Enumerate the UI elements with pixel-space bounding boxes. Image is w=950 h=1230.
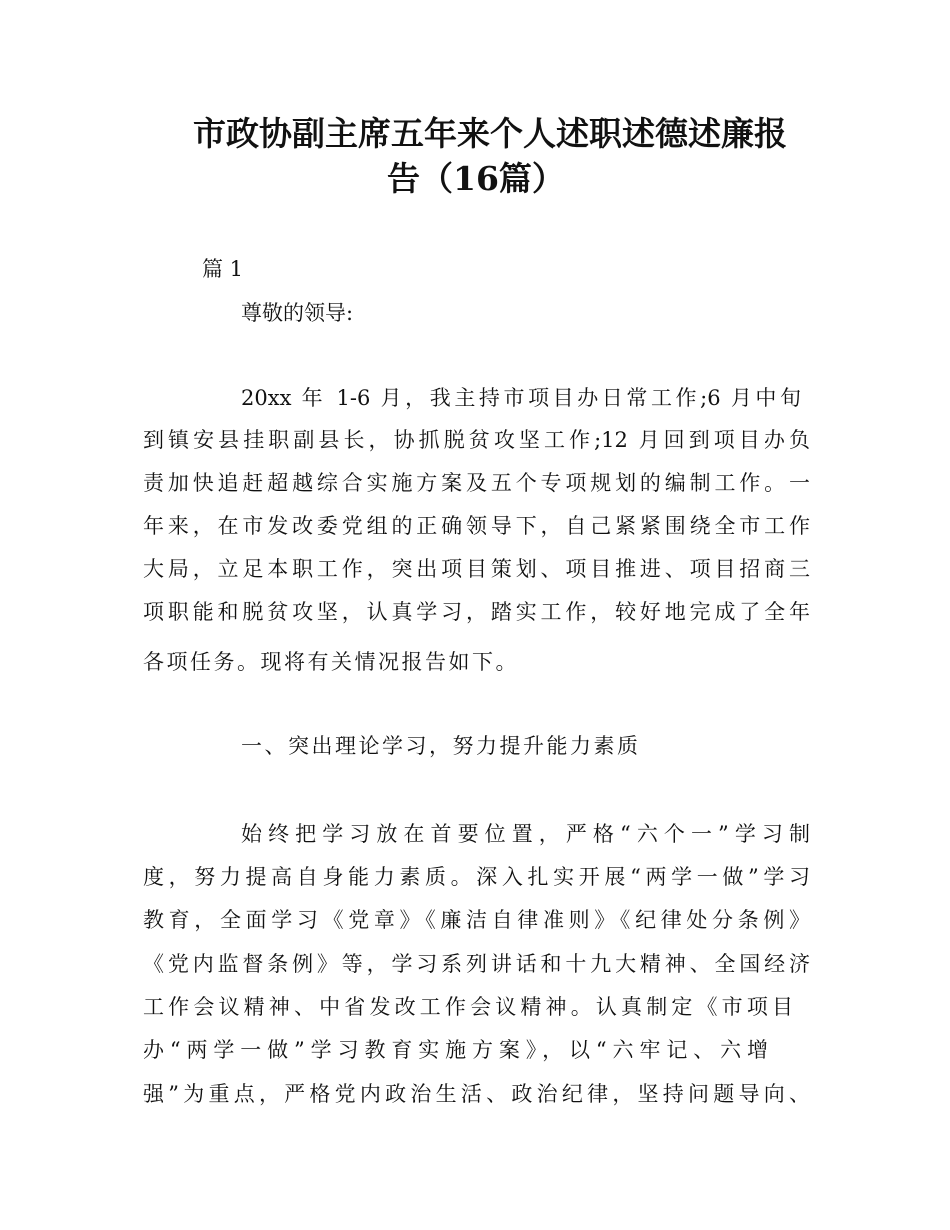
paragraph-line: 教育，全面学习《党章》《廉洁自律准则》《纪律处分条例》 [143, 908, 810, 932]
paragraph-line: 始终把学习放在首要位置，严格“六个一”学习制 [241, 822, 810, 846]
paragraph-line: 各项任务。现将有关情况报告如下。 [143, 650, 519, 674]
salutation: 尊敬的领导: [241, 301, 354, 325]
paragraph-line: 大局，立足本职工作，突出项目策划、项目推进、项目招商三 [143, 557, 810, 581]
paragraph-line: 办“两学一做”学习教育实施方案》，以“六牢记、六增 [143, 1038, 768, 1062]
paragraph-line: 年来，在市发改委党组的正确领导下，自己紧紧围绕全市工作 [143, 514, 810, 538]
paragraph-line: 到镇安县挂职副县长，协抓脱贫攻坚工作;12 月回到项目办负 [143, 428, 810, 452]
paragraph-line: 度，努力提高自身能力素质。深入扎实开展“两学一做”学习 [143, 865, 810, 889]
paragraph-line: 强”为重点，严格党内政治生活、政治纪律，坚持问题导向、 [143, 1082, 810, 1106]
paragraph-line: 责加快追赶超越综合实施方案及五个专项规划的编制工作。一 [143, 471, 810, 495]
section-heading: 一、突出理论学习，努力提升能力素质 [241, 734, 641, 758]
title-line-1: 市政协副主席五年来个人述职述德述廉报 [193, 114, 787, 153]
section-label: 篇 1 [202, 257, 244, 281]
paragraph-line: 20xx 年 1-6 月，我主持市项目办日常工作;6 月中旬 [241, 386, 801, 410]
title-line-2: 告（16篇） [387, 159, 565, 198]
paragraph-line: 工作会议精神、中省发改工作会议精神。认真制定《市项目 [143, 995, 793, 1019]
paragraph-line: 项职能和脱贫攻坚，认真学习，踏实工作，较好地完成了全年 [143, 600, 810, 624]
paragraph-line: 《党内监督条例》等，学习系列讲话和十九大精神、全国经济 [143, 952, 810, 976]
